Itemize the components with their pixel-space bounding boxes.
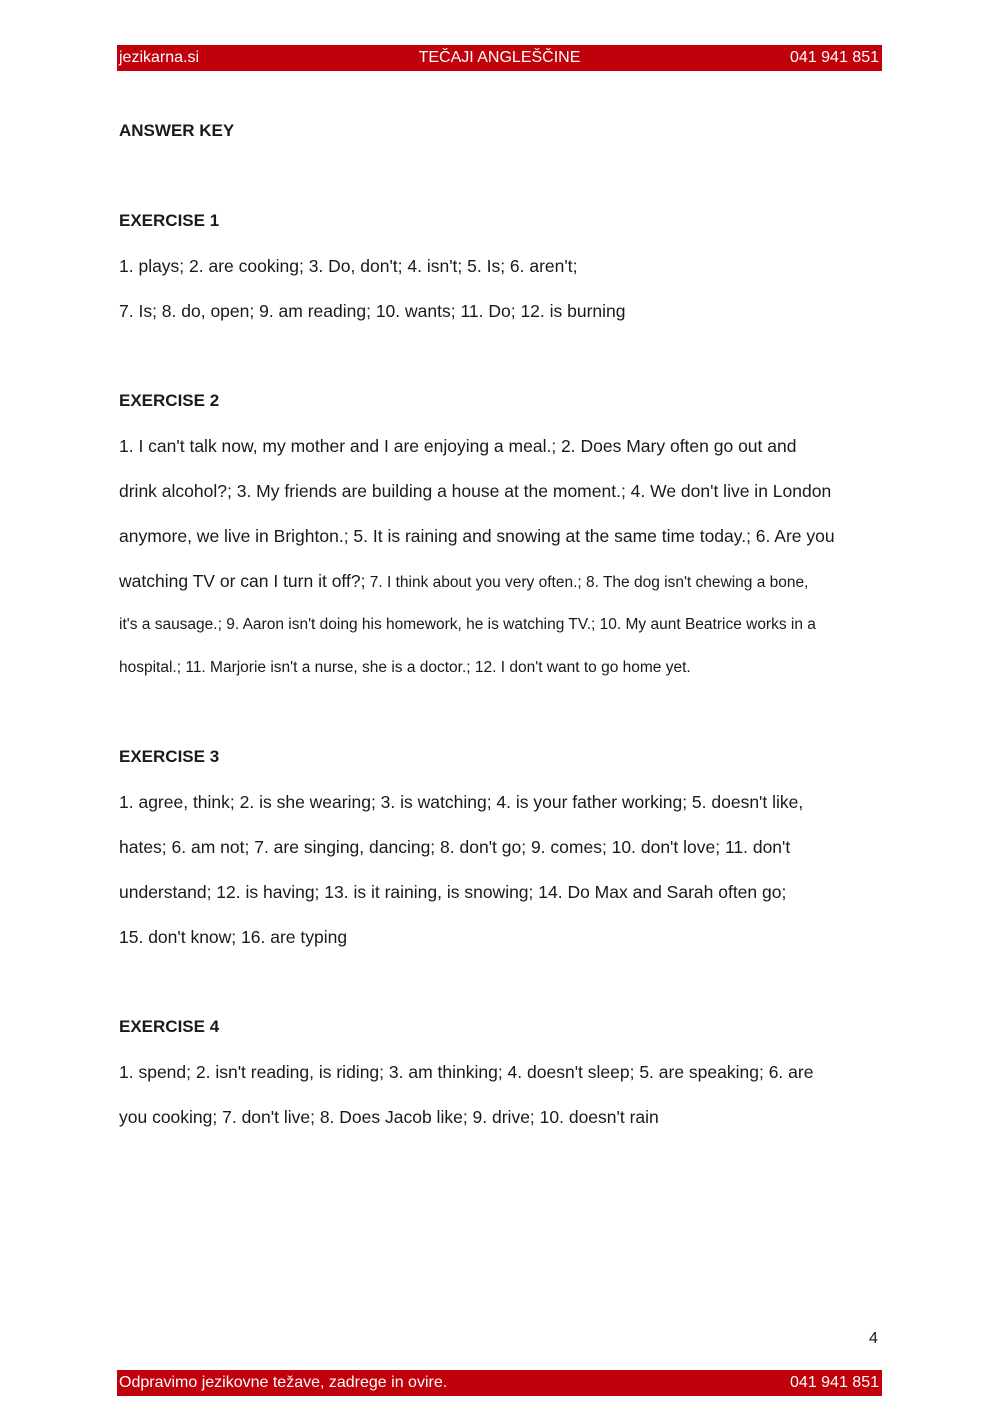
footer-phone: 041 941 851 — [790, 1374, 879, 1391]
exercise-2-line-2: drink alcohol?; 3. My friends are building a house at the moment.; 4. We don't live in London — [119, 481, 832, 501]
page-number: 4 — [869, 1330, 878, 1347]
header-phone: 041 941 851 — [790, 49, 879, 66]
exercise-2-line-4-start: watching TV or can I turn it off?; — [119, 571, 366, 591]
footer-slogan: Odpravimo jezikovne težave, zadrege in ovire. — [119, 1374, 448, 1391]
exercise-2-line-4 — [119, 571, 808, 592]
exercise-1-line-2: 7. Is; 8. do, open; 9. am reading; 10. wants; 11. Do; 12. is burning — [119, 301, 626, 321]
document-title: ANSWER KEY — [119, 121, 235, 140]
header-site: jezikarna.si — [119, 49, 200, 66]
exercise-3-line-1: 1. agree, think; 2. is she wearing; 3. is watching; 4. is your father working; 5. doesn't like, — [119, 792, 804, 812]
exercise-4-line-1: 1. spend; 2. isn't reading, is riding; 3. am thinking; 4. doesn't sleep; 5. are speaking; 6. are — [119, 1062, 814, 1082]
exercise-2-heading: EXERCISE 2 — [119, 391, 220, 410]
exercise-4-heading: EXERCISE 4 — [119, 1017, 220, 1036]
exercise-3-line-3: understand; 12. is having; 13. is it raining, is snowing; 14. Do Max and Sarah often go; — [119, 882, 787, 902]
exercise-1-line-1: 1. plays; 2. are cooking; 3. Do, don't; 4. isn't; 5. Is; 6. aren't; — [119, 256, 578, 276]
exercise-3-line-4: 15. don't know; 16. are typing — [119, 927, 348, 947]
footer-bar — [117, 1370, 882, 1396]
exercise-2-line-3: anymore, we live in Brighton.; 5. It is raining and snowing at the same time today.; 6. Are you — [119, 526, 835, 546]
header-title: TEČAJI ANGLEŠČINE — [418, 49, 581, 66]
exercise-2-line-5: it's a sausage.; 9. Aaron isn't doing his homework, he is watching TV.; 10. My aunt Beatrice works in a — [119, 616, 816, 633]
exercise-3-line-2: hates; 6. am not; 7. are singing, dancing; 8. don't go; 9. comes; 10. don't love; 11. don't — [119, 837, 791, 857]
exercise-2-line-4-end: 7. I think about you very often.; 8. The dog isn't chewing a bone, — [365, 574, 809, 591]
exercise-2-line-6: hospital.; 11. Marjorie isn't a nurse, she is a doctor.; 12. I don't want to go home yet. — [119, 659, 691, 676]
exercise-3-heading: EXERCISE 3 — [119, 747, 220, 766]
exercise-2-line-1: 1. I can't talk now, my mother and I are enjoying a meal.; 2. Does Mary often go out and — [119, 436, 797, 456]
exercise-1-heading: EXERCISE 1 — [119, 211, 220, 230]
header-bar — [117, 45, 882, 71]
exercise-4-line-2: you cooking; 7. don't live; 8. Does Jacob like; 9. drive; 10. doesn't rain — [119, 1107, 659, 1127]
